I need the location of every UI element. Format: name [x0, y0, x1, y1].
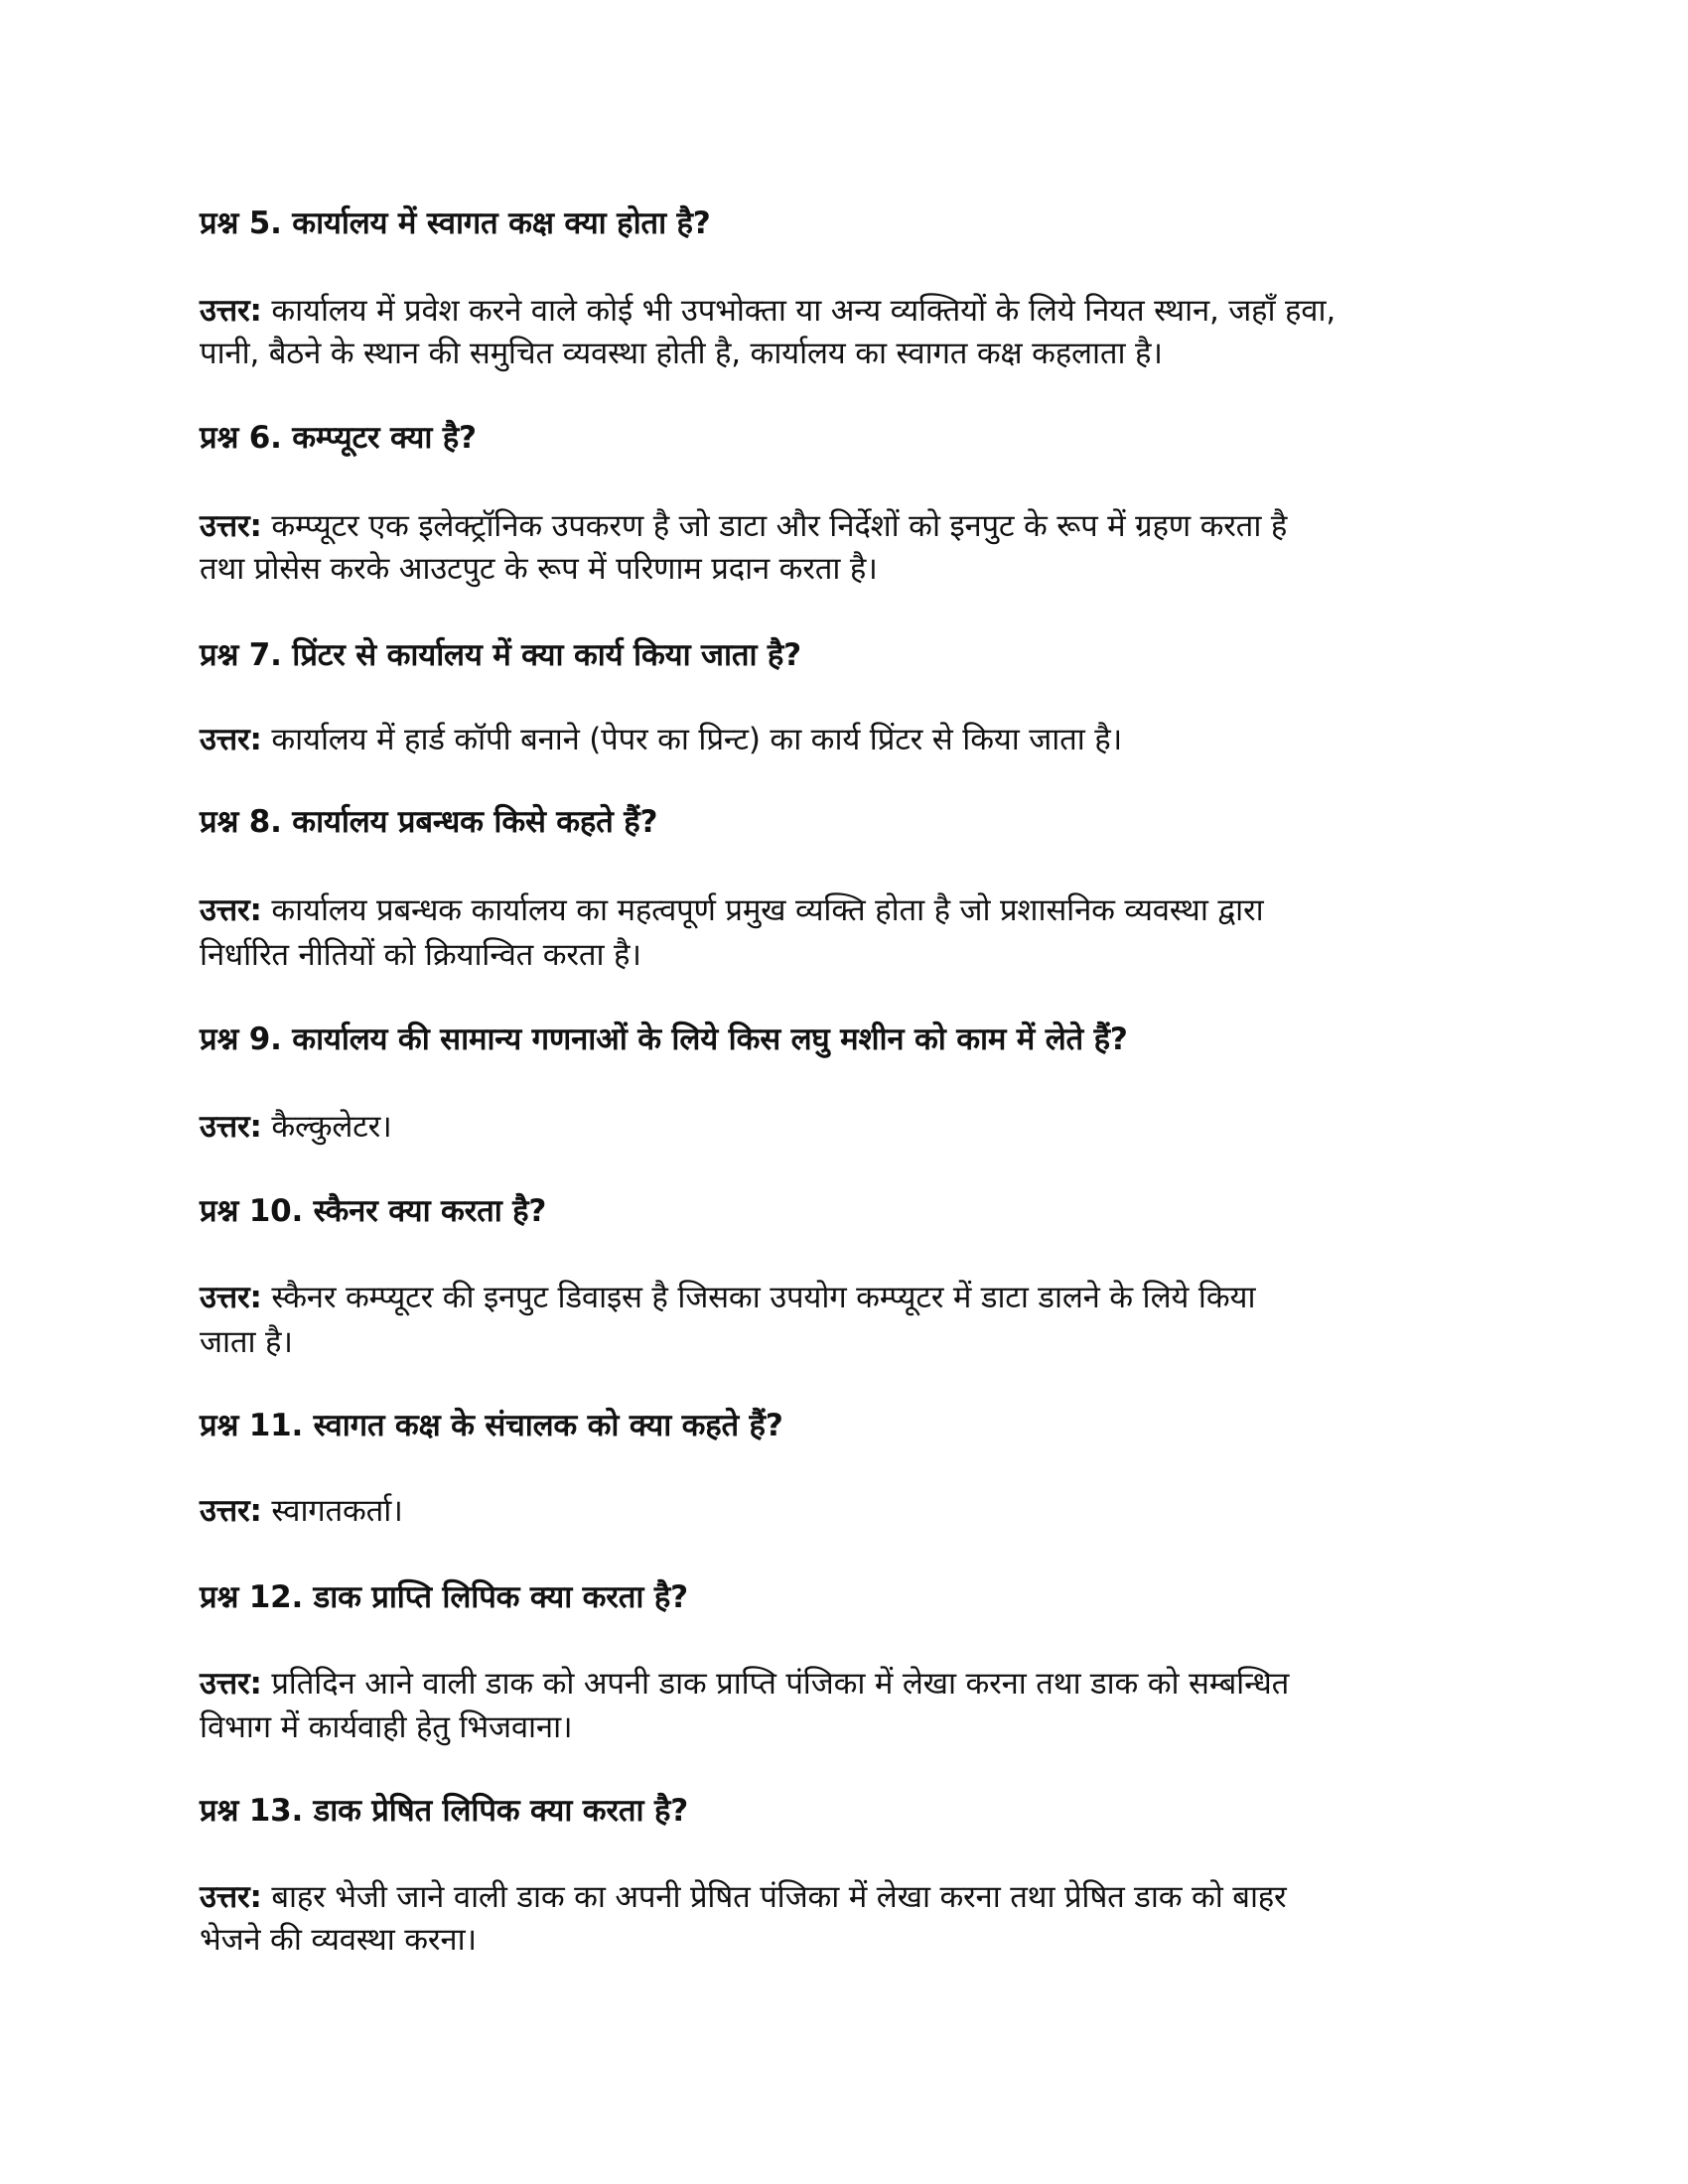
answer-line: विभाग में कार्यवाही हेतु भिजवाना। — [200, 1709, 573, 1745]
answer-line: जाता है। — [200, 1324, 293, 1360]
answer-label: उत्तर: — [200, 293, 262, 329]
answer-label: उत्तर: — [200, 1666, 262, 1702]
answer-text: कैल्कुलेटर। — [271, 1109, 392, 1145]
answer-line — [200, 1276, 1255, 1319]
answer-text: स्कैनर कम्प्यूटर की इनपुट डिवाइस है जिसका उपयोग कम्प्यूटर में डाटा डालने के लिये किया — [271, 1280, 1256, 1315]
answer-line — [200, 1662, 1289, 1706]
answer-line — [200, 1875, 1287, 1919]
question-heading: प्रश्न 9. कार्यालय की सामान्य गणनाओं के लिये किस लघु मशीन को काम में लेते हैं? — [200, 1022, 1128, 1057]
answer-label: उत्तर: — [200, 1879, 262, 1915]
answer-line — [200, 1489, 403, 1533]
question-heading: प्रश्न 11. स्वागत कक्ष के संचालक को क्या कहते हैं? — [200, 1408, 783, 1443]
question-heading: प्रश्न 13. डाक प्रेषित लिपिक क्या करता है? — [200, 1793, 689, 1829]
answer-label: उत्तर: — [200, 1493, 262, 1529]
question-heading: प्रश्न 7. प्रिंटर से कार्यालय में क्या कार्य किया जाता है? — [200, 637, 801, 673]
answer-label: उत्तर: — [200, 1109, 262, 1145]
answer-line — [200, 888, 1264, 932]
answer-label: उत्तर: — [200, 1280, 262, 1315]
answer-label: उत्तर: — [200, 508, 262, 544]
answer-text: कार्यालय प्रबन्धक कार्यालय का महत्वपूर्ण प्रमुख व्यक्ति होता है जो प्रशासनिक व्यवस्था द्वारा — [271, 892, 1264, 928]
answer-line: भेजने की व्यवस्था करना। — [200, 1922, 477, 1958]
answer-text: स्वागतकर्ता। — [271, 1493, 403, 1529]
answer-text: प्रतिदिन आने वाली डाक को अपनी डाक प्राप्ति पंजिका में लेखा करना तथा डाक को सम्बन्धित — [271, 1666, 1290, 1702]
answer-text: कार्यालय में हार्ड कॉपी बनाने (पेपर का प्रिन्ट) का कार्य प्रिंटर से किया जाता है। — [271, 722, 1123, 757]
answer-text: कार्यालय में प्रवेश करने वाले कोई भी उपभोक्ता या अन्य व्यक्तियों के लिये नियत स्थान, जहाँ हवा, — [271, 293, 1336, 329]
answer-line — [200, 1105, 392, 1149]
answer-line: पानी, बैठने के स्थान की समुचित व्यवस्था होती है, कार्यालय का स्वागत कक्ष कहलाता है। — [200, 336, 1163, 371]
question-heading: प्रश्न 6. कम्प्यूटर क्या है? — [200, 420, 477, 456]
answer-text: कम्प्यूटर एक इलेक्ट्रॉनिक उपकरण है जो डाटा और निर्देशों को इनपुट के रूप में ग्रहण करता है — [271, 508, 1288, 544]
answer-line — [200, 718, 1122, 761]
question-heading: प्रश्न 12. डाक प्राप्ति लिपिक क्या करता है? — [200, 1579, 688, 1615]
answer-label: उत्तर: — [200, 892, 262, 928]
answer-line — [200, 504, 1287, 548]
answer-line: तथा प्रोसेस करके आउटपुट के रूप में परिणाम प्रदान करता है। — [200, 551, 878, 587]
question-heading: प्रश्न 10. स्कैनर क्या करता है? — [200, 1193, 547, 1229]
answer-line — [200, 289, 1336, 333]
question-heading: प्रश्न 5. कार्यालय में स्वागत कक्ष क्या होता है? — [200, 205, 711, 241]
answer-text: बाहर भेजी जाने वाली डाक का अपनी प्रेषित पंजिका में लेखा करना तथा प्रेषित डाक को बाहर — [271, 1879, 1287, 1915]
answer-label: उत्तर: — [200, 722, 262, 757]
answer-line: निर्धारित नीतियों को क्रियान्वित करता है। — [200, 937, 641, 973]
question-heading: प्रश्न 8. कार्यालय प्रबन्धक किसे कहते हैं? — [200, 804, 658, 840]
